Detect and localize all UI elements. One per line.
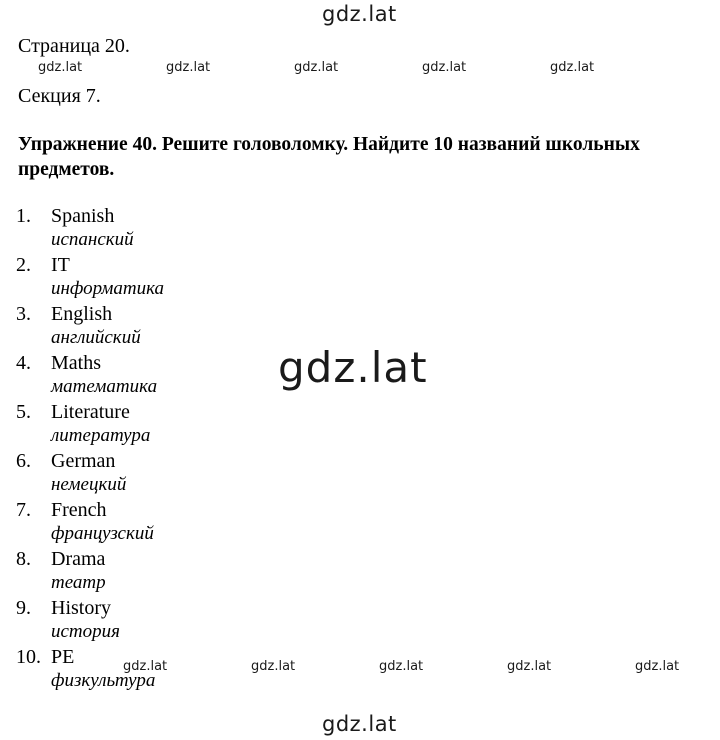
item-translation: история — [51, 621, 120, 642]
watermark-small: gdz.lat — [294, 60, 339, 75]
item-number: 5. — [16, 401, 31, 423]
item-word: History — [51, 597, 111, 619]
item-number: 7. — [16, 499, 31, 521]
watermark-center: gdz.lat — [278, 343, 428, 392]
item-number: 1. — [16, 205, 31, 227]
item-translation: математика — [51, 376, 158, 397]
watermark-small: gdz.lat — [422, 60, 467, 75]
item-number: 3. — [16, 303, 31, 325]
item-word: Drama — [51, 548, 106, 570]
item-translation: немецкий — [51, 474, 127, 495]
watermark-small: gdz.lat — [166, 60, 211, 75]
item-number: 2. — [16, 254, 31, 276]
watermark-small: gdz.lat — [251, 659, 296, 674]
item-translation: физкультура — [51, 670, 156, 691]
item-word: French — [51, 499, 107, 521]
page-number-line: Страница 20. — [18, 35, 130, 57]
section-line: Секция 7. — [18, 85, 101, 107]
item-translation: французский — [51, 523, 154, 544]
watermark-top: gdz.lat — [322, 2, 397, 26]
item-translation: театр — [51, 572, 106, 593]
watermark-small: gdz.lat — [635, 659, 680, 674]
item-number: 8. — [16, 548, 31, 570]
item-number: 10. — [16, 646, 41, 668]
item-word: Maths — [51, 352, 101, 374]
item-translation: литература — [51, 425, 151, 446]
watermark-bottom: gdz.lat — [322, 712, 397, 736]
item-translation: испанский — [51, 229, 134, 250]
watermark-small: gdz.lat — [379, 659, 424, 674]
watermark-small: gdz.lat — [38, 60, 83, 75]
item-translation: информатика — [51, 278, 164, 299]
item-word: IT — [51, 254, 70, 276]
watermark-small: gdz.lat — [550, 60, 595, 75]
exercise-title: Упражнение 40. Решите головоломку. Найдите 10 названий школьных предметов. — [18, 134, 640, 180]
item-word: Spanish — [51, 205, 115, 227]
item-word: German — [51, 450, 116, 472]
item-word: PE — [51, 646, 75, 668]
item-translation: английский — [51, 327, 141, 348]
item-number: 4. — [16, 352, 31, 374]
item-word: Literature — [51, 401, 130, 423]
item-number: 9. — [16, 597, 31, 619]
watermark-small: gdz.lat — [123, 659, 168, 674]
item-number: 6. — [16, 450, 31, 472]
item-word: English — [51, 303, 113, 325]
watermark-small: gdz.lat — [507, 659, 552, 674]
